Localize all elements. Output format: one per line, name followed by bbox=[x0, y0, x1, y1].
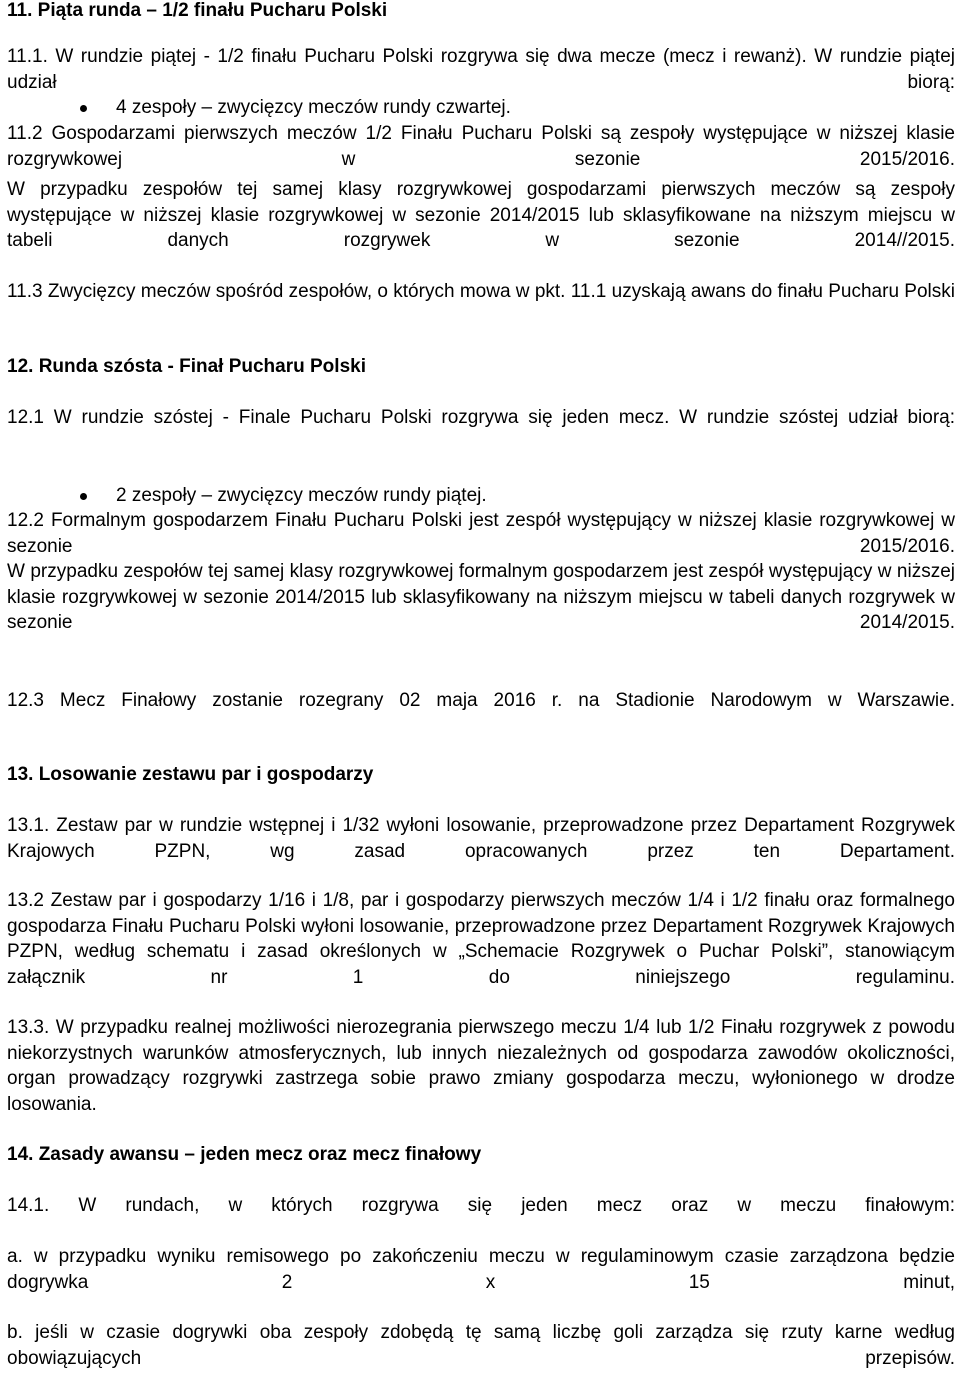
para-14-b: b. jeśli w czasie dogrywki oba zespoły zdobędą tę samą liczbę goli zarządza się rzuty karne według obowiązujących przepisów. bbox=[7, 1322, 955, 1369]
section-13-heading: 13. Losowanie zestawu par i gospodarzy bbox=[7, 764, 374, 785]
para-13-2: 13.2 Zestaw par i gospodarzy 1/16 i 1/8, par i gospodarzy pierwszych meczów 1/4 i 1/2 finału oraz formalnego gospodarza Finału Pucharu Polski wyłoni losowanie, przeprowadzone przez Departament Rozgrywek Krajowych PZPN, według schematu i zasad określonych w „Schemacie Rozgrywek o Puchar Polski”, stanowiącym załącznik nr 1 do niniejszego regulaminu. bbox=[7, 890, 955, 988]
para-12-3: 12.3 Mecz Finałowy zostanie rozegrany 02 maja 2016 r. na Stadionie Narodowym w Warszawie. bbox=[7, 690, 955, 711]
bullet-dot-icon bbox=[80, 493, 87, 500]
bullet-text: 2 zespoły – zwycięzcy meczów rundy piątej. bbox=[116, 485, 487, 506]
para-11-3: 11.3 Zwycięzcy meczów spośród zespołów, o których mowa w pkt. 11.1 uzyskają awans do finału Pucharu Polski bbox=[7, 281, 955, 302]
para-14-a: a. w przypadku wyniku remisowego po zakończeniu meczu w regulaminowym czasie zarządzona będzie dogrywka 2 x 15 minut, bbox=[7, 1246, 955, 1293]
bullet-dot-icon bbox=[80, 105, 87, 112]
para-13-3: 13.3. W przypadku realnej możliwości nierozegrania pierwszego meczu 1/4 lub 1/2 Finału rozgrywek z powodu niekorzystnych warunków atmosferycznych, lub innych niezależnych od gospodarza zawodów okoliczności, organ prowadzący rozgrywki zastrzega sobie prawo zmiany gospodarza meczu, wyłonionego w drodze losowania. bbox=[7, 1017, 955, 1115]
para-12-2: 12.2 Formalnym gospodarzem Finału Pucharu Polski jest zespół występujący w niższej klasie rozgrywkowej w sezonie 2015/2016. bbox=[7, 510, 955, 557]
section-12-heading: 12. Runda szósta - Finał Pucharu Polski bbox=[7, 356, 366, 377]
bullet-text: 4 zespoły – zwycięzcy meczów rundy czwartej. bbox=[116, 97, 511, 118]
para-11-1: 11.1. W rundzie piątej - 1/2 finału Pucharu Polski rozgrywa się dwa mecze (mecz i rewanż). W rundzie piątej udział biorą: bbox=[7, 46, 955, 93]
para-12-1: 12.1 W rundzie szóstej - Finale Pucharu Polski rozgrywa się jeden mecz. W rundzie szóstej udział biorą: bbox=[7, 407, 955, 428]
para-11-2-cont: W przypadku zespołów tej samej klasy rozgrywkowej gospodarzami pierwszych meczów są zespoły występujące w niższej klasie rozgrywkowej w sezonie 2014/2015 lub sklasyfikowane na niższym miejscu w tabeli danych rozgrywek w sezonie 2014//2015. bbox=[7, 179, 955, 251]
para-14-1: 14.1. W rundach, w których rozgrywa się jeden mecz oraz w meczu finałowym: bbox=[7, 1195, 955, 1216]
section-14-heading: 14. Zasady awansu – jeden mecz oraz mecz finałowy bbox=[7, 1144, 482, 1165]
para-12-2-cont: W przypadku zespołów tej samej klasy rozgrywkowej formalnym gospodarzem jest zespół występujący w niższej klasie rozgrywkowej w sezonie 2014/2015 lub sklasyfikowany na niższym miejscu w tabeli danych rozgrywek w sezonie 2014/2015. bbox=[7, 561, 955, 633]
section-11-heading: 11. Piąta runda – 1/2 finału Pucharu Polski bbox=[7, 0, 388, 21]
para-11-2: 11.2 Gospodarzami pierwszych meczów 1/2 Finału Pucharu Polski są zespoły występujące w niższej klasie rozgrywkowej w sezonie 2015/2016. bbox=[7, 123, 955, 170]
para-13-1: 13.1. Zestaw par w rundzie wstępnej i 1/32 wyłoni losowanie, przeprowadzone przez Departament Rozgrywek Krajowych PZPN, wg zasad opracowanych przez ten Departament. bbox=[7, 815, 955, 862]
